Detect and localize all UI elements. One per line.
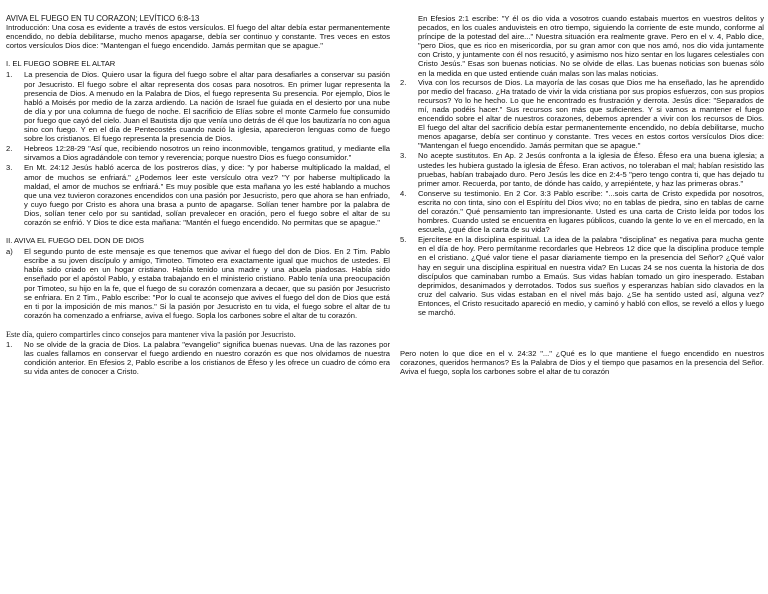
item-text: Hebreos 12:28-29 "Así que, recibiendo nosotros un reino inconmovible, tengamos gratitud, y mediante ella sirvamos a Dios agradándole con temor y reverencia; porque nuestro Dios es fuego consumidor." [24,144,390,163]
item-number: 3. [6,163,13,173]
item-text: El segundo punto de este mensaje es que tenemos que avivar el fuego del don de Dios. En 2 Tim. Pablo escribe a su joven discípulo y amigo, Timoteo. Timoteo era exactamente igual que muchos de ustedes. El había sido criado en un hogar cristiano. Había tenido una madre y una abuela piadosas. Había sido enseñado por el apóstol Pablo, y estaba trabajando en el ministerio cristiano. Pablo tenía una preocupación por Timoteo, su hijo en la fe, que el fuego de su corazón comenzara a decaer, que su pasión por Jesucristo se enfriara. En 2 Tim., Pablo escribe: "Por lo cual te aconsejo que avives el fuego del don de Dios que está en ti por la imposición de mis manos." Si la pasión por Jesucristo en tu vida, el fuego sobre el altar de tu corazón ha comenzado a enfriarse, aviva el fuego. Sopla los carbones sobre el altar de tu corazón. [24,247,390,320]
list-item [400,78,764,151]
right-column [400,14,764,376]
item-text: No se olvide de la gracia de Dios. La palabra "evangelio" significa buenas nuevas. Una de las razones por las cuales fallamos en conservar el fuego ardiendo en nuestro corazón es que nos olvidamos de nuestra condición anterior. En Efesios 2, Pablo escribe a los cristianos de Éfeso y les ofrece un cuadro de cómo era su vida antes de conocer a Cristo. [24,339,390,376]
item-text: En Mt. 24:12 Jesús habló acerca de los postreros días, y dice: "y por haberse multiplicado la maldad, el amor de muchos se enfriará." ¿Podemos leer este versículo otra vez? "Y por haberse multiplicado la maldad, el amor de muchos se enfriará." Es muy posible que esta mañana yo les esté hablando a muchos que una vez tuvieron corazones encendidos con una pasión por Jesucristo, pero que ahora se han enfriado, y cuyo fuego por Cristo es ahora una brasa a punto de apagarse. Solían tener hambre por la palabra de Dios, solían tener celo por su santidad, solían prevalecer en oración, pero el fuego sobre el altar de su corazón se enfrió. Y Dios te dice esta mañana: "Mantén el fuego encendido. No permitas que se apague." [24,163,390,227]
introduction: Introducción: Una cosa es evidente a través de estos versículos. El fuego del altar debía estar permanentemente encendido, no debía debilitarse, mucho menos apagarse, debía ser continuo y constante. Tres veces en estos cortos versículos Dios dice: "Mantengan el fuego encendido. Jamás permitan que se apague." [6,23,390,51]
section-2-heading: II. AVIVA EL FUEGO DEL DON DE DIOS [6,236,144,246]
section-1-heading: I. EL FUEGO SOBRE EL ALTAR [6,59,116,69]
list-item [400,189,764,234]
list-item [400,151,764,187]
item-number: 2. [400,77,407,87]
left-column [6,14,390,377]
sermon-title: AVIVA EL FUEGO EN TU CORAZON; LEVÍTICO 6:8-13 [6,14,200,23]
list-item [6,70,390,143]
closing-paragraph: Pero noten lo que dice en el v. 24:32 "..." ¿Qué es lo que mantiene el fuego encendido en nuestros corazones, queridos hermanos? Es la Palabra de Dios y el tiempo que pasamos en la presencia del Señor. Aviva el fuego, sopla los carbones sobre el altar de tu corazón [400,349,764,377]
list-item [6,163,390,227]
list-item [6,340,390,376]
item-text: No acepte sustitutos. En Ap. 2 Jesús confronta a la iglesia de Éfeso. Éfeso era una buena iglesia; a ustedes les hubiera gustado la iglesia de Éfeso. Eran activos, no toleraban el mal; habían resistido las pruebas, habían trabajado duro. Pero Jesús les dice en 2:4-5 "pero tengo contra ti, que has dejado tu primer amor. Recuerda, por tanto, de dónde has caído, y arrepiéntete, y haz las primeras obras." [418,151,764,188]
item-number: a) [6,247,13,257]
list-item [6,144,390,162]
list-item [6,247,390,320]
item-text: La presencia de Dios. Quiero usar la figura del fuego sobre el altar para desafiarles a conservar su pasión por Jesucristo. El fuego sobre el altar representa dos cosas para nosotros. En primer lugar representa la presencia de Dios. A menudo en la Palabra de Dios, el fuego representa Su presencia. Por ejemplo, Dios le habló a Moisés por medio de la zarza ardiendo. La nación de Israel fue guiada en el desierto por una nube de día y por una columna de fuego de noche. El sacrificio de Elías sobre el monte Carmelo fue consumido por fuego que cayó del cielo. Juan el Bautista dijo que venía uno detrás de él que los bautizaría no con agua sino con fuego. Y en el día de Pentecostés cuando nació la iglesia, aparecieron lenguas como de fuego sobre los cristianos. El fuego representa la presencia de Dios. [24,70,390,144]
item-text: Conserve su testimonio. En 2 Cor. 3:3 Pablo escribe: "...sois carta de Cristo expedida por nosotros, escrita no con tinta, sino con el Espíritu del Dios vivo; no en tablas de piedra, sino en tablas de carne del corazón." Qué pensamiento tan impresionante. Usted es una carta de Cristo leída por todos los hombres. Cuando usted se encuentra en lugares públicos, cuando la gente lo ve en el mercado, en la escuela, ¿qué dice la carta de su vida? [418,188,764,235]
item-text: Ejercítese en la disciplina espiritual. La idea de la palabra "disciplina" es negativa para mucha gente en el día de hoy. Pero permítanme recordarles que Hebreos 12 dice que la disciplina produce temple en el cristiano. ¿Qué valor tiene el pasar diariamente tiempo en la presencia del Señor? ¿Qué valor hay en seguir una disciplina espiritual en nuestra vida? En Lucas 24 se nos cuenta la historia de dos discípulos que caminaban rumbo a Emaús. Sus vidas habían tomado un giro inesperado. Estaban deprimidos, desanimados y derrotados. Todos sus sueños y esperanzas habían sido clavados en la cruz del calvario. Sus vidas estaban en el nivel más bajo. ¿Se ha sentido usted así, alguna vez? Entonces, el Cristo resucitado apareció en medio, y caminó y habló con ellos, se reveló a ellos y luego se marchó. [418,235,764,317]
item-number: 5. [400,235,407,245]
item-number: 4. [400,188,407,198]
item-number: 3. [400,151,407,161]
list-item [400,235,764,317]
advice-intro: Este día, quiero compartirles cinco consejos para mantener viva la pasión por Jesucristo. [6,329,296,339]
item-number: 1. [6,70,13,80]
item-number: 2. [6,144,13,154]
continuation-paragraph: En Efesios 2:1 escribe: "Y él os dio vida a vosotros cuando estabais muertos en vuestros delitos y pecados, en los cuales anduvisteis en otro tiempo, siguiendo la corriente de este mundo, conforme al príncipe de la potestad del aire..." Nuestra situación era realmente grave. Pero en el v. 4, Pablo dice, "pero Dios, que es rico en misericordia, por su gran amor con que nos amó, nos dio vida juntamente con Cristo, y juntamente con él nos resucitó, y asimismo nos hizo sentar en los lugares celestiales con Cristo Jesús." Esas son buenas noticias. No se olvide de ellas. Las buenas noticias son buenas sólo en la medida en que usted entiende cuán malas son las malas noticias. [418,14,764,78]
item-text: Viva con los recursos de Dios. La mayoría de las cosas que Dios me ha enseñado, las he aprendido por medio del fracaso. ¿Ha tratado de vivir la vida cristiana por sus propios esfuerzos, con sus propios recursos? Yo lo he hecho. Lo que he encontrado es frustración y derrota. Jesús dice: "Separados de mí, nada podéis hacer." Sus recursos son más que suficientes. Y si vamos a mantener el fuego encendido sobre el altar de nuestros corazones, debemos aprender a vivir con los recursos de Dios. El fuego del altar del sacrificio debía estar permanentemente encendido, no debía debilitarse, mucho menos apagarse, debía ser continuo y constante. Tres veces en estos cortos versículos Dios dice: "Mantengan el fuego encendido. Jamás permitan que se apague." [418,77,764,151]
item-number: 1. [6,339,13,349]
